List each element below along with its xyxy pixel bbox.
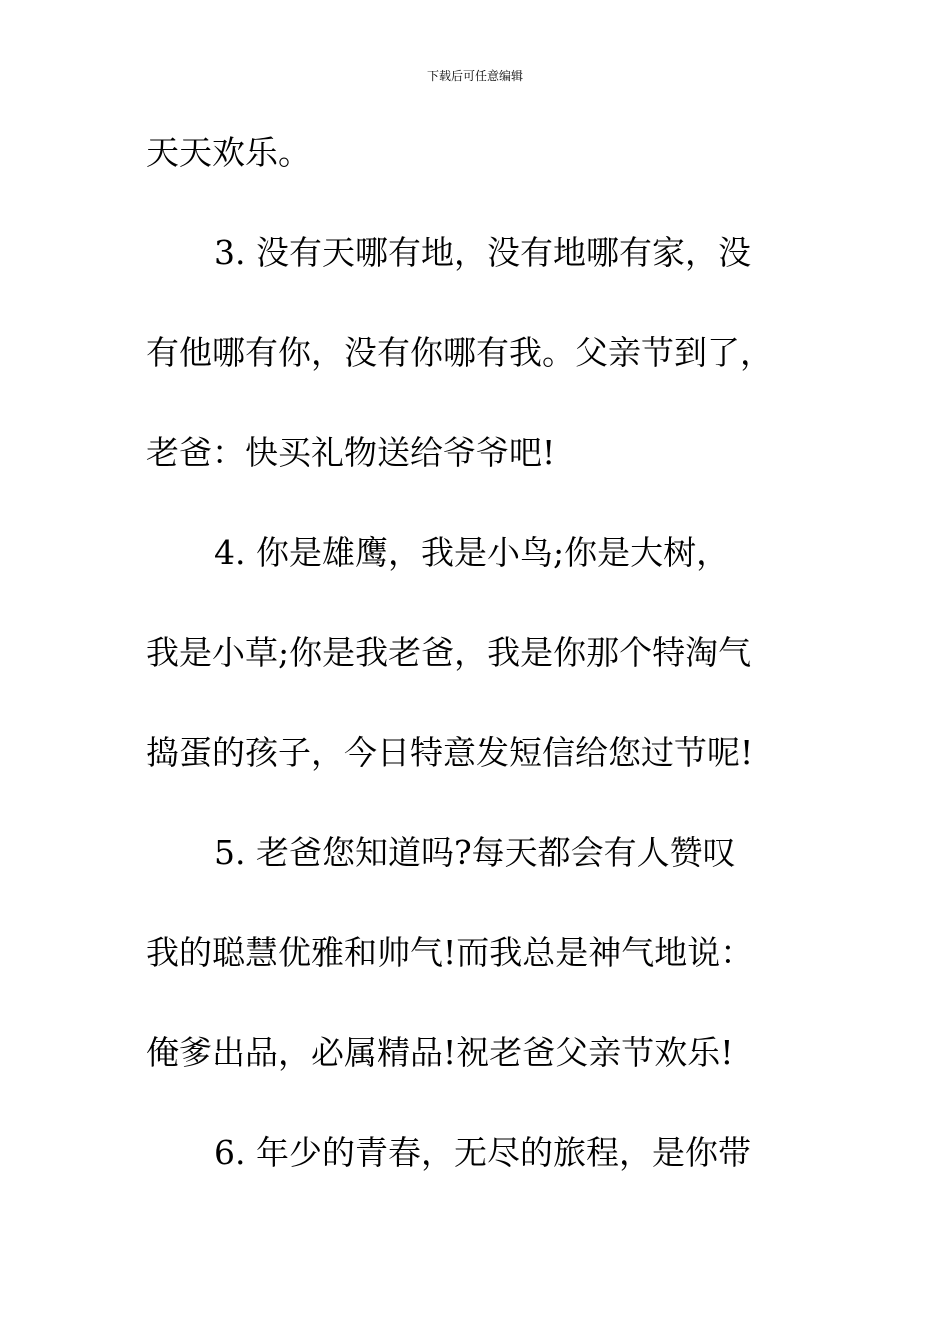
text-line: 我的聪慧优雅和帅气!而我总是神气地说： [146,933,754,972]
text-line: 天天欢乐。 [146,133,311,172]
document-body [146,125,806,1225]
text-line: 5. 老爸您知道吗?每天都会有人赞叹 [214,833,736,872]
text-line: 4. 你是雄鹰，我是小鸟;你是大树， [214,533,730,572]
text-line: 捣蛋的孩子，今日特意发短信给您过节呢! [146,733,754,772]
text-line: 俺爹出品，必属精品!祝老爸父亲节欢乐! [146,1033,734,1072]
text-line: 有他哪有你，没有你哪有我。父亲节到了， [146,333,773,372]
text-line: 我是小草;你是我老爸，我是你那个特淘气 [146,633,752,672]
header-note: 下载后可任意编辑 [426,69,523,83]
text-line: 3. 没有天哪有地，没有地哪有家，没 [214,233,751,272]
text-line: 老爸：快买礼物送给爷爷吧! [146,433,556,472]
text-line: 6. 年少的青春，无尽的旅程，是你带 [214,1133,751,1172]
